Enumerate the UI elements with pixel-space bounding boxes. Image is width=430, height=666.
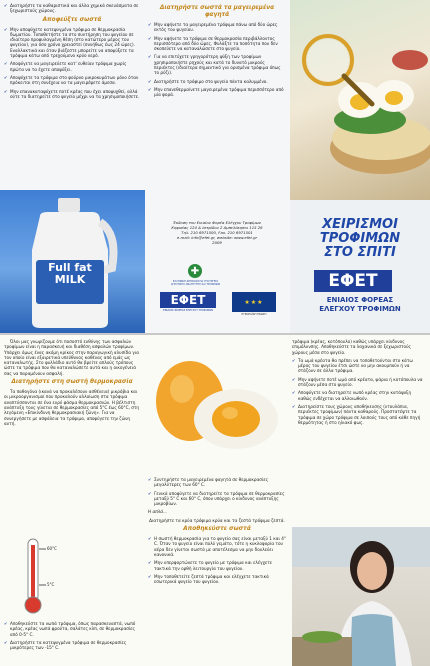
cover-title-line: ΤΡΟΦΙΜΩΝ: [319, 231, 401, 246]
milk-label: Full fat MILK: [48, 261, 92, 286]
efet-subtitle-line: ΕΝΙΑΙΟΣ ΦΟΡΕΑΣ: [326, 296, 394, 304]
ellipsis-text: Η απλά...: [148, 509, 167, 515]
sandwich-photo-icon: [290, 0, 430, 200]
bullet-item: ✔ Αποφύγετε να διατηρείτε νωπό κρέας στην κατάψυξη καθώς ενδέχεται να αλλοιωθούν.: [292, 390, 426, 401]
intro-paragraph: Όλοι μας γνωρίζουμε ότι ποσοστό ευθύνης των ασφαλών τροφίμων είναι η παρασκευή και διαθέση ασφαλών τροφίμων. Υπάρχει όμως ένας ακόμη κρίκος στην παραγωγική αλυσίδα για τον οποίο είναι εξαιρετικά υπεύθυνος καθένας από εμάς ως καταναλωτής. Στο φυλλάδιο αυτό θα βρείτε απλούς τρόπους ώστε τα τρόφιμα που θα καταναλώσετε αυτά και η οικογένειά σας να παραμένουν ασφαλή.: [4, 339, 139, 376]
cover-title: [290, 218, 430, 260]
efet-cover-subtitle: [290, 296, 430, 314]
publisher-line: Κηφισίας 124 & Ιατρίδου 2 Αμπελόκηποι 115 26: [171, 225, 263, 230]
thermo-bottom-label: 5°C: [47, 582, 55, 587]
bullet-item: ✔ Γενικά αποφύγετε να διατηρείτε τα τρόφιμα σε θερμοκρασίες μεταξύ 5° C και 60° C, όπου υπάρχει ο κίνδυνος ανάπτυξης μικροβίων.: [148, 491, 286, 507]
intro-text: τρόφιμα (κρέας, κοτόπουλο) καθώς υπάρχει κίνδυνος επιμόλυνσης. Αποθηκεύστε τα λαχανικά σε ξεχωριστούς χώρους μέσα στο ψυγείο.: [292, 339, 411, 355]
publisher-line: 2009: [212, 240, 222, 245]
eu-logo-text: ΕΥΡΩΠΑΪΚΗ ΕΝΩΣΗ: [241, 313, 267, 316]
thermo-top-label: 60°C: [47, 546, 57, 551]
bullet-item: ✔ Αποθηκεύστε τα νωπά τρόφιμα, όπως παρασκευαστά, νωπό κρέας, κρέας νωπά φρούτα, σαλάτες κλπ, σε θερμοκρασίες από 0-5° C.: [4, 621, 140, 637]
food-photo: [290, 0, 430, 200]
woman-photo-icon: [292, 527, 430, 666]
bullet-item: ✔ Η σωστή θερμοκρασία για το ψυγείο σας είναι μεταξύ 1 και 4° C. Όταν το ψυγείο είναι πολύ γεμάτο, τότε η κυκλοφορία του αέρα δεν γίνεται σωστά με αποτέλεσμα να μην δουλεύει κανονικά.: [148, 536, 286, 557]
efet-subtitle-line: ΕΛΕΓΧΟΥ ΤΡΟΦΙΜΩΝ: [319, 305, 401, 313]
inside-right-panel: [292, 339, 426, 527]
thermometer-graphic: [6, 535, 66, 617]
bullet-item: ✔ Μην αφήνετε τα μαγειρεμένα τρόφιμα πάνω από δύο ώρες εκτός του ψυγείου.: [148, 22, 286, 33]
bullet-item: ✔ Μην υπερφορτώνετε το ψυγείο με τρόφιμα και ελέγχετε τακτικά την ορθή λειτουργία του ψυγείου.: [148, 560, 286, 571]
inside-middle-panel: [148, 477, 286, 665]
logos-row: [158, 264, 278, 324]
section-heading: Αποθηκεύστε σωστά: [183, 526, 251, 533]
bullet-item: ✔ Μην επανεθερμαίνετε μαγειρεμένα τρόφιμα περισσότερο από μία φορά.: [148, 87, 286, 98]
efet-cover-logo: ΕΦΕΤ: [314, 270, 392, 292]
milk-bottle-image: [0, 190, 145, 333]
publisher-line: Έκδοση του Ενιαίου Φορέα Ελέγχου Τροφίμων: [172, 220, 262, 225]
ministry-logo-text: ΕΛΛΗΝΙΚΗ ΔΗΜΟΚΡΑΤΙΑ ΥΠΟΥΡΓΕΙΟ ΑΓΡΟΤΙΚΗΣ ΑΝΑΠΤΥΞΗΣ ΚΑΙ ΤΡΟΦΙΜΩΝ: [170, 280, 221, 286]
eu-flag-icon: ★★★: [232, 292, 276, 312]
bullet-item: ✔ Μην αφήνετε τα τρόφιμα σε θερμοκρασία περιβάλλοντος περισσότερο από δύο ώρες. Φυλάξτε τα ποσότητα που δεν σκοπεύετε να καταναλώσετε στο ψυγείο.: [148, 36, 286, 52]
middle-panel: [148, 3, 286, 203]
publisher-line: Τηλ. 210 6971500, Fax. 210 6971501: [181, 230, 253, 235]
bullet-item: ✔ Διατηρήστε τα κατεψυγμένα τρόφιμα σε θερμοκρασίες μικρότερες των -15° C.: [4, 640, 140, 651]
ministry-emblem-icon: ✚: [188, 264, 202, 278]
bullet-item: ✔ Διατηρείστε τους χώρους αποθήκευσης (ντουλάπια, περιέκτες τροφίμων) πάντα καθαρούς. Προστατέψτε τα τρόφιμα σε χώρο τρόφιμα σε λοιπούς τους από κάθε πηγή θερμότητας ή στο ηλιακό φως.: [292, 404, 426, 425]
intro-text: ✔ Διατηρήστε τα καθαριστικά και άλλα χημικά σκευάσματα σε ξεχωριστούς χώρους.: [4, 3, 140, 14]
bullet-item: ✔ Τα ωμά κρέατα θα πρέπει να τοποθετούνται στο κάτω μέρος του ψυγείου έτσι ώστε να μην ακουμπούν ή να στάζουν σε άλλα τρόφιμα.: [292, 358, 426, 374]
bullet-item: ✔ Μην αποψύχετε κατεψυγμένα τρόφιμα σε θερμοκρασία δωματίου. Τοποθετήστε τα στο συντήρηση του ψυγείου σε ιδιαίτερο προφυλαγμένη θέση (στο κατώτερο μέρος του ψυγείου), για όσο χρόνο χρειαστεί (συνήθως έως 24 ώρες). Εναλλακτικά και όταν βιάζεστε μπορείτε να αποψύξετε τα τρόφιμα κάτω από τρεχούμενο κρύο νερό.: [4, 27, 140, 59]
bullet-item: ✔ Αποψύχετε τα τρόφιμα στο φούρνο μικροκυμάτων μόνο όταν πρόκειται στη συνέχεια να τα μαγειρέψετε άμεσα.: [4, 75, 140, 86]
cover-title-line: ΣΤΟ ΣΠΙΤΙ: [324, 245, 396, 260]
thermometer-icon: [6, 535, 66, 617]
efet-logo: ΕΦΕΤ: [160, 292, 216, 308]
inside-left-bullets: [4, 621, 140, 665]
cover-panel: [290, 0, 430, 333]
publisher-info: [150, 220, 284, 260]
efet-logo-subtitle: ΕΝΙΑΙΟΣ ΦΟΡΕΑΣ ΕΛΕΓΧΟΥ ΤΡΟΦΙΜΩΝ: [163, 309, 213, 312]
note-text: Διατηρήστε τα κρύα τρόφιμα κρύα και τα ζεστά τρόφιμα ζεστά.: [149, 517, 285, 523]
woman-kitchen-photo: [292, 527, 430, 666]
bullet-item: ✔ Αποφύγετε να μαγειρεύετε κατ' ευθείαν τρόφιμα χωρίς πρώτα να τα έχετε αποψύξει.: [4, 61, 140, 72]
egg-photo: [150, 343, 286, 473]
section-heading: Διατηρήστε στη σωστή θερμοκρασία: [11, 379, 133, 386]
bullet-item: ✔ Για να επιτύχετε γρηγορότερη ψύξη των τροφίμων χρησιμοποιήστε ρηχούς και κατά το δυνατό μικρούς περιέκτες (ιδιαίτερα σημαντικό για ορισμένα τρόφιμα όπως το ρύζι).: [148, 54, 286, 75]
bullet-item: ✔ Μην τοποθετείτε ζεστά τρόφιμα και ελέγχετε τακτικά εσωτερικά ψυγείο του ψυγείου.: [148, 574, 286, 585]
brochure-inside-sheet: [0, 335, 430, 666]
bullet-item: ✔ Μην αφήνετε ποτέ ωμά από κρέατα, ψάρια ή κοτόπουλα να στάζουν μέσα στο ψυγείο.: [292, 377, 426, 388]
inside-left-panel: [4, 339, 140, 535]
bullet-item: ✔ Διατηρήστε το τρόφιμο στο ψυγείο πάντα καλυμμένο.: [148, 79, 286, 84]
temperature-paragraph: Τα παθογόνα (ικανά να προκαλέσουν ασθένεια) μικρόβια και οι μικροοργανισμοί που προκαλούν αλλοίωση στα τρόφιμα αναπτύσσονται σε ένα ευρύ φάσμα θερμοκρασιών. Η βέλτιστη ανάπτυξη τους γίνεται σε θερμοκρασίες από 5°C έως 60°C, στη λεγόμενη «Επικίνδυνη θερμοκρασιακή ζώνη». Για να συνεργήσετε με ασφάλεια τα τρόφιμα, αποφύγετε την ζώνη αυτή.: [4, 389, 140, 426]
bullet-item: ✔ Μην επανακαταψύχετε ποτέ κρέας που έχει αποψυχθεί, αλλά ούτε τα διατηρείτε στο ψυγείο μέχρι να τα χρησιμοποιήσετε.: [4, 89, 140, 100]
publisher-line: e-mail: info@efet.gr, website: www.efet.gr: [176, 235, 258, 240]
egg-icon: [150, 343, 286, 473]
bullet-item: ✔ Συντηρήστε τα μαγειρεμένα φαγητά σε θερμοκρασίες μεγαλύτερες των 60° C.: [148, 477, 286, 488]
section-heading: Διατηρήστε σωστά τα μαγειρεμένα φαγητά: [159, 5, 275, 18]
cover-title-line: ΧΕΙΡΙΣΜΟΙ: [322, 217, 398, 232]
section-heading: Αποφεύξτε σωστά: [42, 16, 102, 23]
